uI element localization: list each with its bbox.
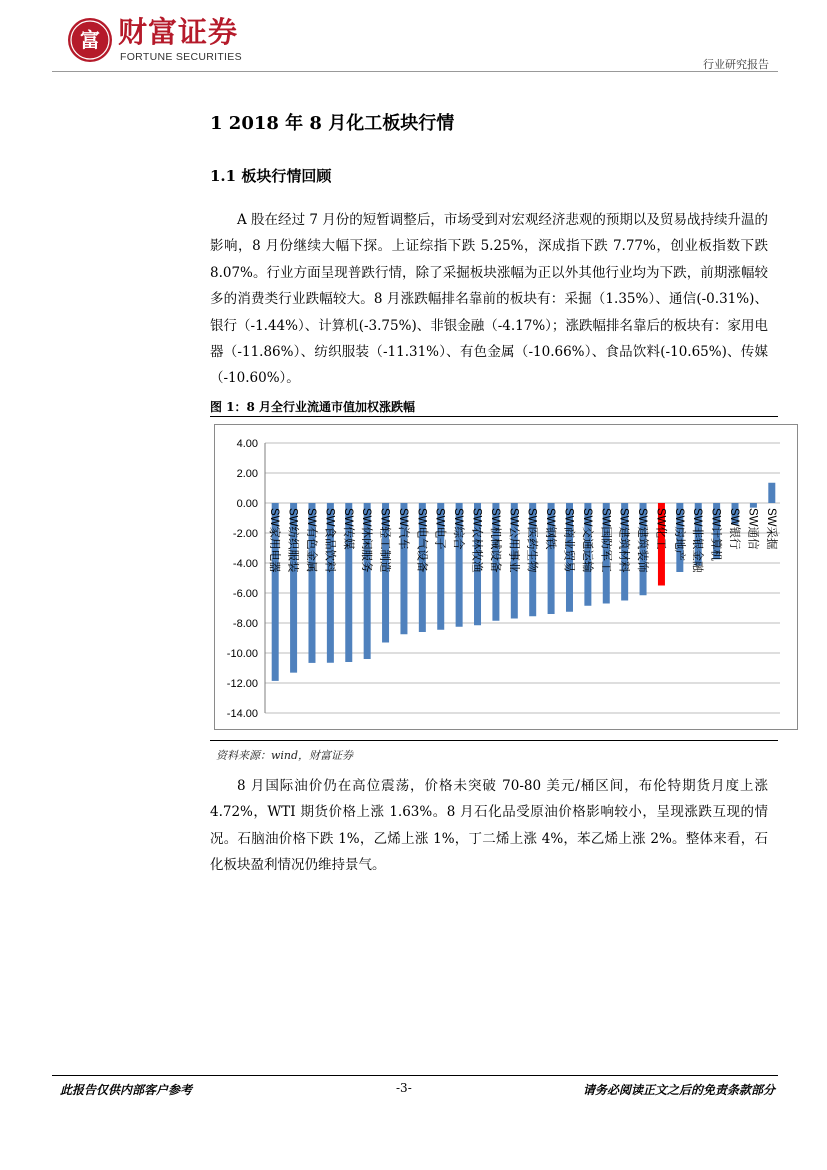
- page-number: -3-: [396, 1081, 412, 1095]
- category-label: SW机械设备: [488, 508, 501, 573]
- company-name-cn: 财富证券: [118, 15, 239, 49]
- category-label: SW非银金融: [691, 508, 704, 573]
- category-label: SW家用电器: [268, 508, 281, 573]
- report-type: 行业研究报告: [703, 58, 769, 71]
- category-label: SW商业贸易: [562, 508, 575, 573]
- y-tick-label: -10.00: [226, 648, 258, 660]
- figure-source: 资料来源：wind，财富证券: [216, 749, 354, 762]
- category-label: SW汽车: [396, 508, 409, 550]
- category-label: SW国防军工: [599, 508, 612, 573]
- company-name-en: FORTUNE SECURITIES: [120, 51, 242, 63]
- figure-top-rule: [210, 416, 778, 417]
- y-tick-label: -6.00: [232, 588, 258, 600]
- category-label: SW采掘: [764, 508, 777, 550]
- footer-disclaimer-left: 此报告仅供内部客户参考: [60, 1083, 193, 1097]
- footer-divider: [52, 1075, 778, 1076]
- figure-title: 图 1：8 月全行业流通市值加权涨跌幅: [210, 400, 416, 414]
- category-label: SW综合: [452, 508, 465, 550]
- footer-disclaimer-right: 请务必阅读正文之后的免责条款部分: [582, 1083, 775, 1097]
- y-tick-label: -4.00: [232, 558, 258, 570]
- section-title: 1 2018 年 8 月化工板块行情: [210, 113, 455, 134]
- category-label: SW公用事业: [507, 508, 520, 573]
- category-label: SW电气设备: [415, 508, 428, 573]
- y-tick-label: 4.00: [236, 438, 258, 450]
- y-tick-label: 2.00: [236, 468, 258, 480]
- bar-chart: [215, 425, 797, 729]
- category-label: SW食品饮料: [323, 508, 336, 573]
- category-label: SW建筑材料: [617, 508, 630, 573]
- bar-SW采掘: [768, 483, 775, 503]
- category-label: SW交通运输: [580, 508, 593, 573]
- category-label: SW钢铁: [544, 508, 557, 550]
- paragraph-oil-price: 8 月国际油价仍在高位震荡，价格未突破 70-80 美元/桶区间，布伦特期货月度上涨 4.72%，WTI 期货价格上涨 1.63%。8 月石化品受原油价格影响较小，呈现涨跌互现的情况。石脑油价格下跌 1%，乙烯上涨 1%，丁二烯上涨 4%，苯乙烯上涨 2%。整体来看，石化板块盈利情况仍维持景气。: [210, 778, 768, 874]
- bar-SW通信: [750, 503, 757, 508]
- paragraph-market-review: A 股在经过 7 月份的短暂调整后，市场受到对宏观经济悲观的预期以及贸易战持续升温的影响，8 月份继续大幅下探。上证综指下跌 5.25%，深成指下跌 7.77%，创业板指数下跌 8.07%。行业方面呈现普跌行情，除了采掘板块涨幅为正以外其他行业均为下跌，前期涨幅较多的消费类行业跌幅较大。8 月涨跌幅排名靠前的板块有：采掘（1.35%）、通信(-0.31%)、银行（-1.44%）、计算机(-3.75%)、非银金融（-4.17%）；涨跌幅排名靠后的板块有：家用电器（-11.86%）、纺织服装（-11.31%）、有色金属（-10.66%）、食品饮料(-10.65%)、传媒（-10.60%）。: [210, 212, 768, 387]
- category-label: SW医药生物: [525, 508, 538, 573]
- figure-bottom-rule: [210, 740, 778, 741]
- category-label: SW农林牧渔: [470, 508, 483, 573]
- category-label: SW休闲服务: [360, 508, 373, 573]
- category-label: SW传媒: [341, 508, 354, 550]
- logo-glyph: 富: [80, 28, 100, 52]
- category-label: SW建筑装饰: [636, 508, 649, 573]
- category-label: SW房地产: [672, 508, 685, 562]
- header-divider: [52, 71, 778, 72]
- section-subtitle: 1.1 板块行情回顾: [210, 167, 332, 185]
- category-label: SW轻工制造: [378, 508, 391, 573]
- company-logo-icon: [68, 18, 112, 62]
- logo-seal-icon: [68, 18, 112, 62]
- category-label: SW银行: [728, 508, 741, 550]
- category-label: SW化工: [654, 508, 667, 550]
- category-label: SW计算机: [709, 508, 722, 562]
- category-label: SW电子: [433, 508, 446, 550]
- category-label: SW通信: [746, 508, 759, 550]
- y-tick-label: -8.00: [232, 618, 258, 630]
- y-tick-label: -2.00: [232, 528, 258, 540]
- y-tick-label: -12.00: [226, 678, 258, 690]
- y-tick-label: -14.00: [226, 708, 258, 720]
- category-label: SW纺织服装: [286, 508, 299, 573]
- y-tick-label: 0.00: [236, 498, 258, 510]
- chart-frame: [214, 424, 798, 730]
- category-label: SW有色金属: [304, 508, 317, 573]
